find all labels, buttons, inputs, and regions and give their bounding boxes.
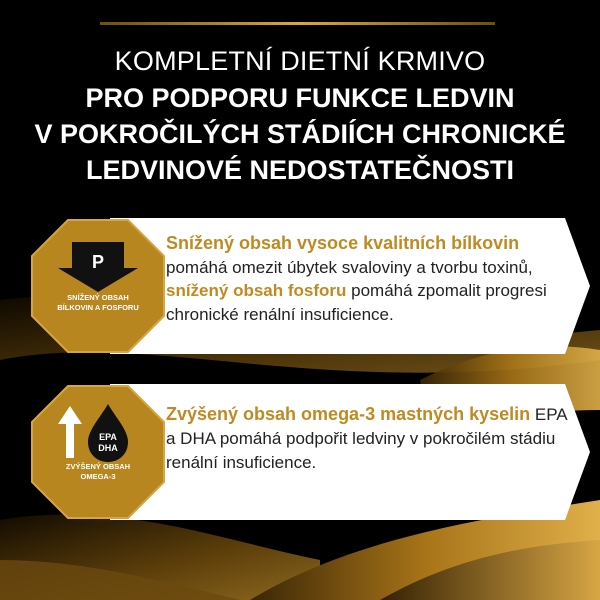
headline	[0, 42, 600, 188]
benefit-text: Snížený obsah vysoce kvalitních bílkovin pomáhá omezit úbytek svaloviny a tvorbu toxinů, snížený obsah fosforu pomáhá zpomalit progresi chronické renální insuficience.	[166, 233, 547, 324]
badge-octagon-icon	[30, 218, 166, 354]
badge-increased-omega3	[30, 384, 166, 520]
badge-letter: P	[91, 252, 105, 272]
badge-label: SNÍŽENÝ OBSAH BÍLKOVIN A FOSFORU	[57, 293, 139, 312]
benefit-lead: Snížený obsah vysoce kvalitních bílkovin	[166, 233, 520, 253]
badge-label: ZVÝŠENÝ OBSAH OMEGA-3	[65, 462, 131, 481]
badge-octagon-icon	[30, 384, 166, 520]
svg-text:EPA: EPA	[99, 432, 117, 442]
benefit-card-protein	[30, 218, 590, 354]
headline-line-4: LEDVINOVÉ NEDOSTATEČNOSTI	[85, 155, 515, 185]
badge-reduced-protein-phosphorus	[30, 218, 166, 354]
benefit-text: Zvýšený obsah omega-3 mastných kyselin EPA a DHA pomáhá podpořit ledviny v pokročilém stádiu renální insuficience.	[166, 404, 567, 472]
benefit-card-omega3	[30, 384, 590, 520]
svg-text:DHA: DHA	[98, 443, 118, 453]
top-gold-rule	[100, 22, 495, 25]
headline-line-3: V POKROČILÝCH STÁDIÍCH CHRONICKÉ	[34, 119, 566, 149]
benefit-lead: Zvýšený obsah omega-3 mastných kyselin	[166, 404, 531, 424]
headline-line-1: KOMPLETNÍ DIETNÍ KRMIVO	[114, 46, 486, 76]
headline-line-2: PRO PODPORU FUNKCE LEDVIN	[85, 83, 515, 113]
benefit-highlight: snížený obsah fosforu	[166, 281, 347, 300]
